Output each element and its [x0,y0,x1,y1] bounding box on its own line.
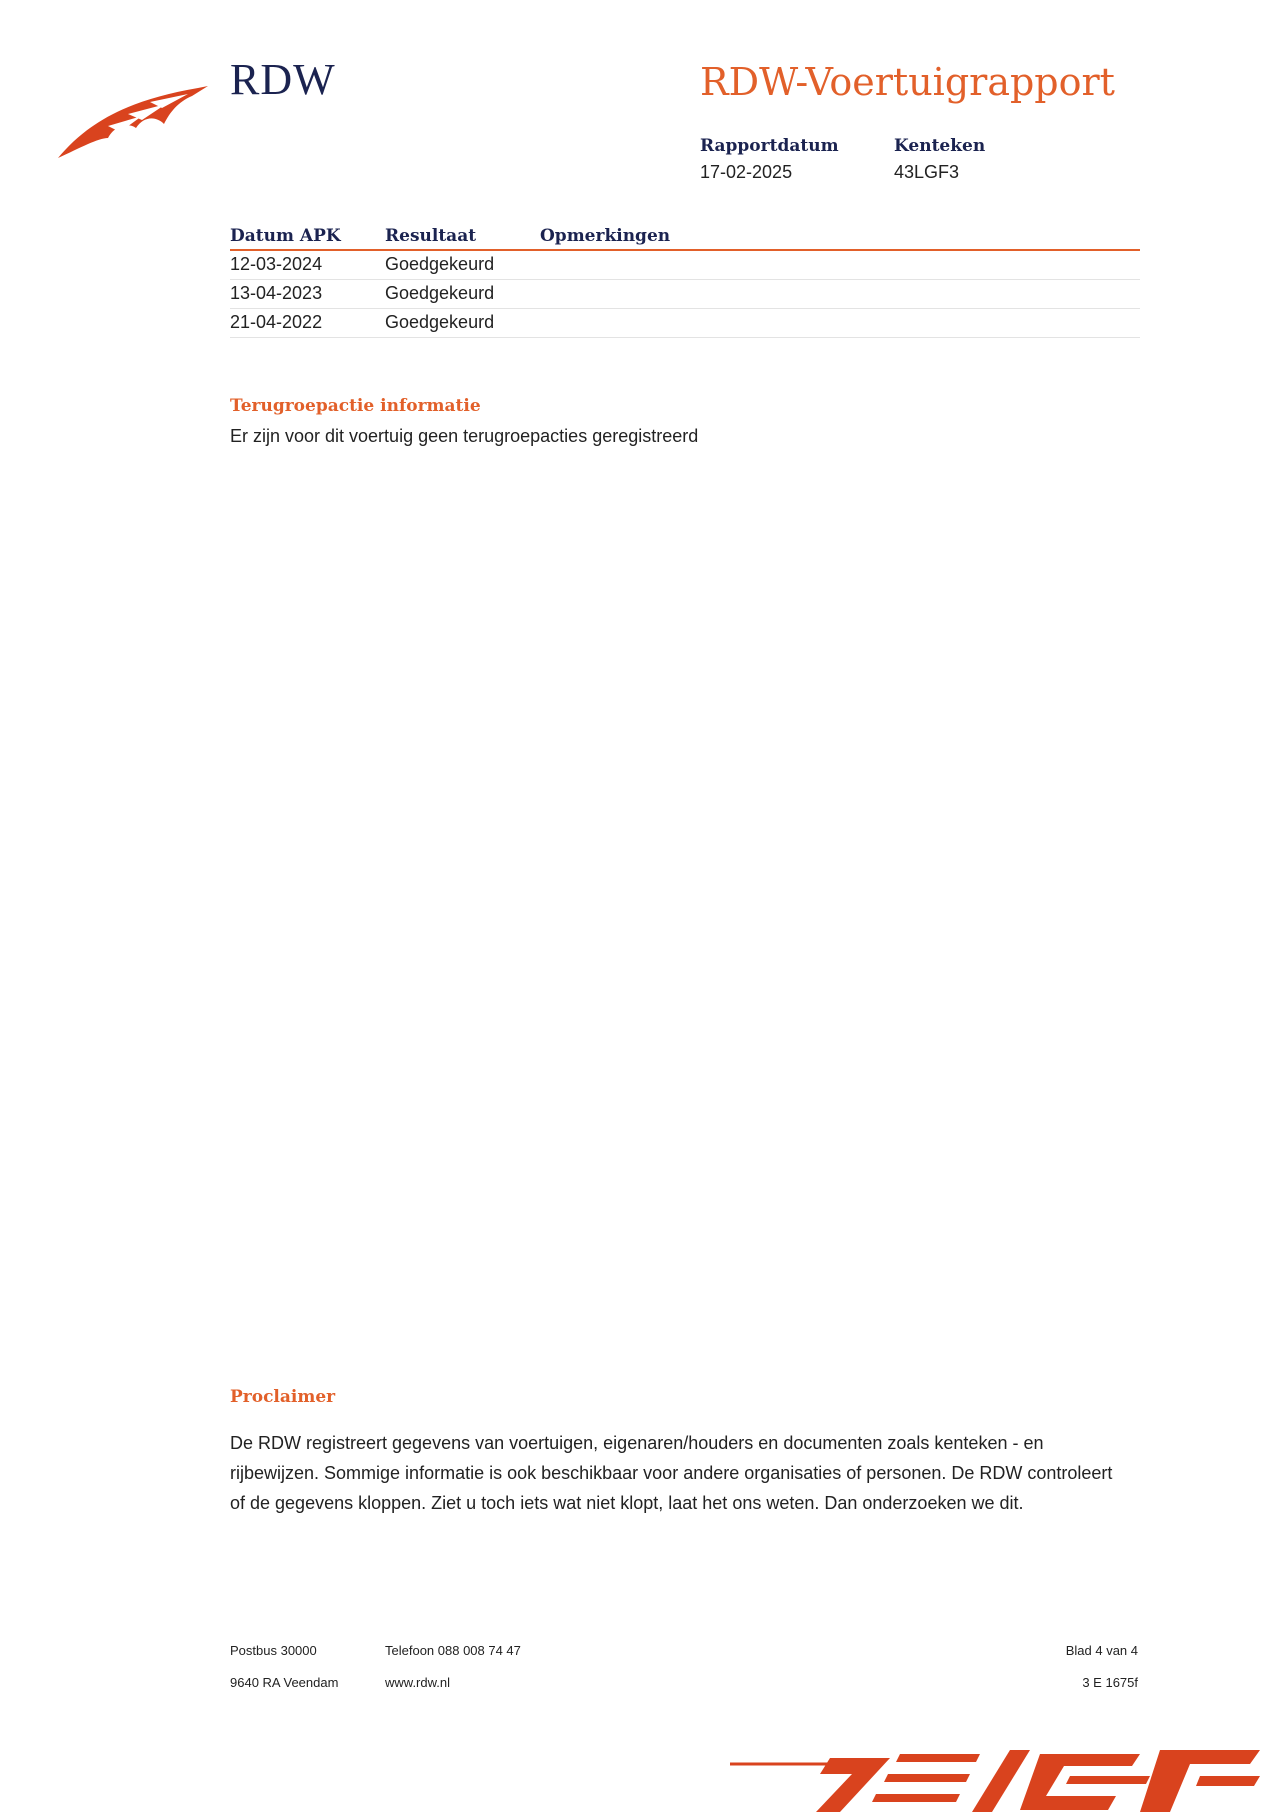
footer-code: 3 E 1675f [1082,1675,1138,1690]
recall-text: Er zijn voor dit voertuig geen terugroepacties geregistreerd [230,426,699,446]
report-date-block [700,136,839,183]
table-row [230,309,1140,338]
plate-label: Kenteken [894,136,986,156]
footer-telefoon: Telefoon 088 008 74 47 [385,1643,521,1658]
footer-website[interactable]: www.rdw.nl [385,1675,451,1690]
cell-result: Goedgekeurd [385,280,540,309]
decorative-stripes-icon [720,1740,1280,1812]
cell-remarks [540,280,1140,309]
cell-date: 13-04-2023 [230,280,385,309]
footer-page-number: Blad 4 van 4 [1065,1643,1138,1658]
report-title: RDW-Voertuigrapport [700,60,1115,104]
recall-title: Terugroepactie informatie [230,396,481,416]
cell-result: Goedgekeurd [385,250,540,280]
footer-postbus: Postbus 30000 [230,1643,317,1658]
table-header-row [230,224,1140,250]
table-row [230,280,1140,309]
cell-date: 21-04-2022 [230,309,385,338]
proclaimer-title: Proclaimer [230,1387,336,1407]
report-date-value: 17-02-2025 [700,162,793,182]
header-datum-apk: Datum APK [230,224,385,250]
table-row [230,250,1140,280]
report-date-label: Rapportdatum [700,136,839,156]
logo-text: RDW [230,55,336,104]
proclaimer-text: De RDW registreert gegevens van voertuigen, eigenaren/houders en documenten zoals kenteken - en rijbewijzen. Sommige informatie is ook beschikbaar voor andere organisaties of personen. De RDW controleert of de gegevens kloppen. Ziet u toch iets wat niet klopt, laat het ons weten. Dan onderzoeken we dit. [230,1433,1113,1513]
cell-date: 12-03-2024 [230,250,385,280]
header-opmerkingen: Opmerkingen [540,224,1140,250]
cell-remarks [540,250,1140,280]
plate-value: 43LGF3 [894,162,960,182]
rdw-logo-wing-icon [58,82,208,160]
cell-remarks [540,309,1140,338]
apk-table [230,224,1140,338]
cell-result: Goedgekeurd [385,309,540,338]
header-resultaat: Resultaat [385,224,540,250]
footer-address: 9640 RA Veendam [230,1675,339,1690]
plate-block [894,136,985,183]
